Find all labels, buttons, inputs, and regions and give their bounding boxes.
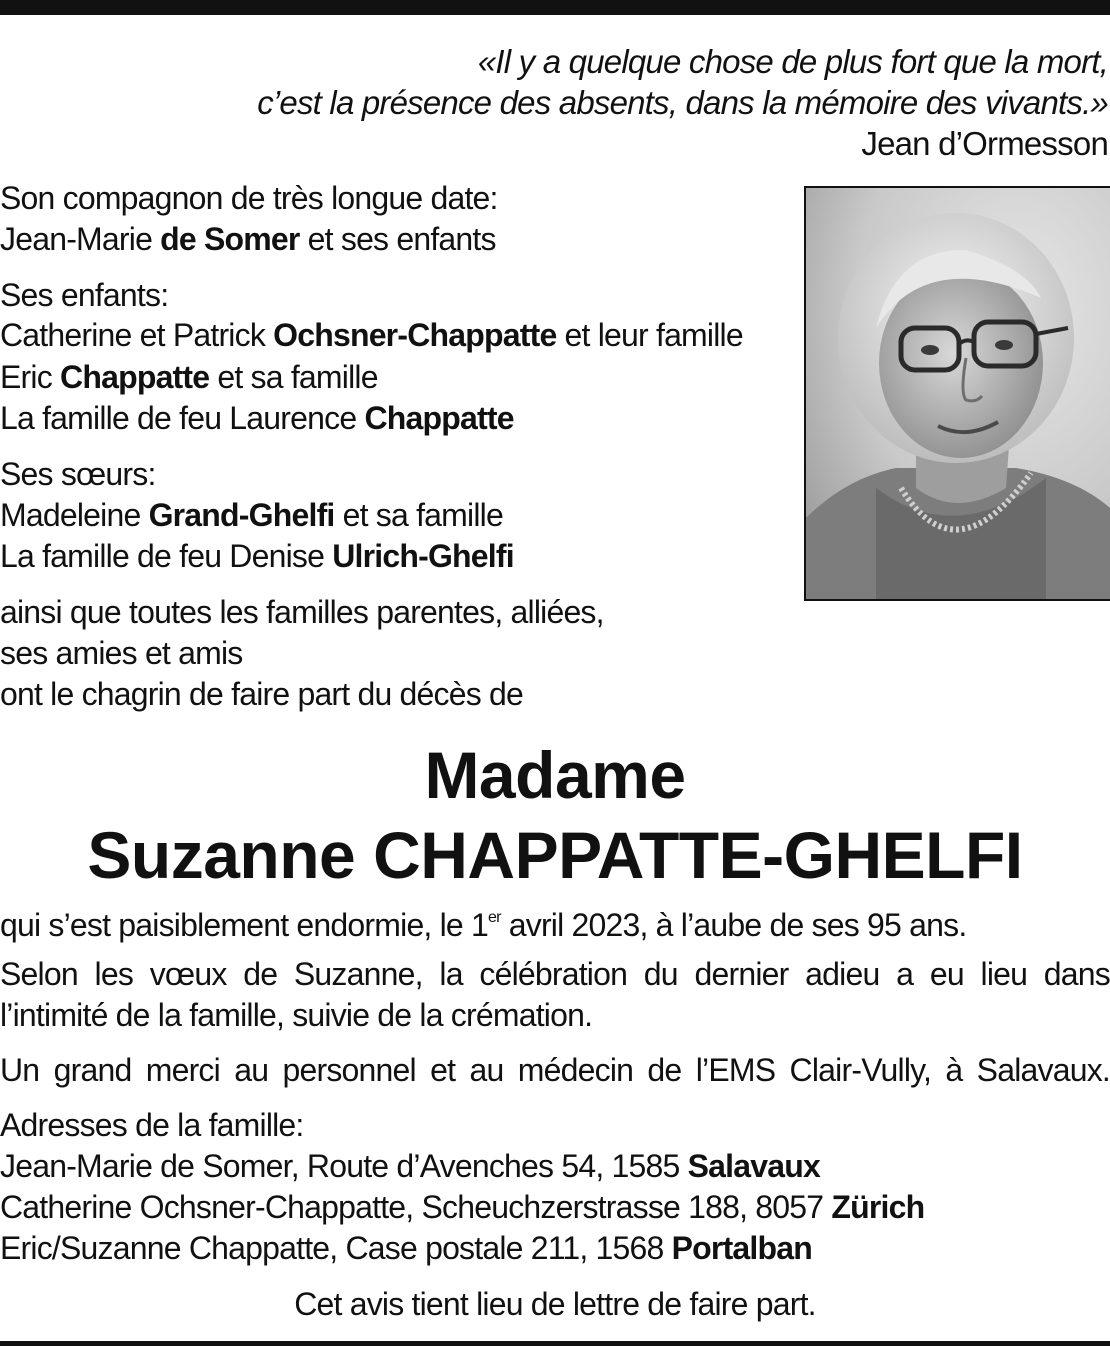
child-surname: Chappatte [364, 400, 514, 436]
address-city: Portalban [671, 1230, 813, 1266]
sister-text: Madeleine [0, 497, 149, 533]
death-text-end: avril 2023, à l’aube de ses 95 ans. [500, 907, 967, 943]
wishes-line-2: l’intimité de la famille, suivie de la crémation. [0, 997, 593, 1033]
address-city: Salavaux [687, 1148, 820, 1184]
deceased-title: Madame [424, 738, 686, 812]
child-line [0, 357, 378, 397]
child-surname: Ochsner-Chappatte [273, 317, 557, 353]
wishes-line-1: Selon les vœux de Suzanne, la célébration du dernier adieu a eu lieu dans [0, 956, 1110, 992]
portrait-photo-icon [804, 186, 1110, 601]
address-line [0, 1187, 924, 1227]
sister-surname: Ulrich-Ghelfi [332, 538, 514, 574]
ordinal-suffix: er [488, 909, 501, 926]
child-line [0, 398, 514, 438]
child-text: La famille de feu Laurence [0, 400, 365, 436]
address-line [0, 1228, 812, 1268]
companion-suffix: et ses enfants [299, 221, 496, 257]
address-line [0, 1146, 820, 1186]
death-notice [0, 898, 966, 945]
child-surname: Chappatte [60, 359, 210, 395]
epigraph-author: Jean d’Ormesson [861, 125, 1108, 162]
address-text: Jean-Marie de Somer, Route d’Avenches 54, 1585 [0, 1148, 688, 1184]
children-heading: Ses enfants: [0, 277, 169, 313]
others-line: ses amies et amis [0, 635, 243, 671]
companion-first-name: Jean-Marie [0, 221, 161, 257]
footer-note: Cet avis tient lieu de lettre de faire part. [294, 1286, 816, 1322]
death-text: qui s’est paisiblement endormie, le 1 [0, 907, 489, 943]
thanks-line: Un grand merci au personnel et au médecin de l’EMS Clair-Vully, à Salavaux. [0, 1052, 1110, 1088]
top-rule [0, 0, 1110, 15]
child-line [0, 315, 743, 355]
epigraph [108, 41, 1108, 164]
address-city: Zürich [831, 1189, 925, 1225]
address-text: Catherine Ochsner-Chappatte, Scheuchzerstrasse 188, 8057 [0, 1189, 832, 1225]
companion-heading: Son compagnon de très longue date: [0, 180, 498, 216]
bottom-rule [0, 1341, 1110, 1346]
sister-suffix: et sa famille [334, 497, 503, 533]
others-line: ainsi que toutes les familles parentes, alliées, [0, 594, 604, 630]
epigraph-line-2: c’est la présence des absents, dans la mémoire des vivants.» [257, 84, 1108, 121]
companion-line [0, 219, 496, 259]
child-suffix: et sa famille [209, 359, 378, 395]
address-text: Eric/Suzanne Chappatte, Case postale 211, 1568 [0, 1230, 672, 1266]
child-suffix: et leur famille [556, 317, 743, 353]
sister-line [0, 536, 514, 576]
sister-line [0, 495, 503, 535]
deceased-name: Suzanne CHAPPATTE-GHELFI [87, 818, 1023, 892]
epigraph-line-1: «Il y a quelque chose de plus fort que la mort, [477, 43, 1108, 80]
child-text: Eric [0, 359, 61, 395]
child-text: Catherine et Patrick [0, 317, 274, 353]
companion-surname: de Somer [160, 221, 300, 257]
sister-text: La famille de feu Denise [0, 538, 333, 574]
sisters-heading: Ses sœurs: [0, 456, 156, 492]
others-line: ont le chagrin de faire part du décès de [0, 676, 524, 712]
addresses-heading: Adresses de la famille: [0, 1107, 304, 1143]
sister-surname: Grand-Ghelfi [148, 497, 335, 533]
